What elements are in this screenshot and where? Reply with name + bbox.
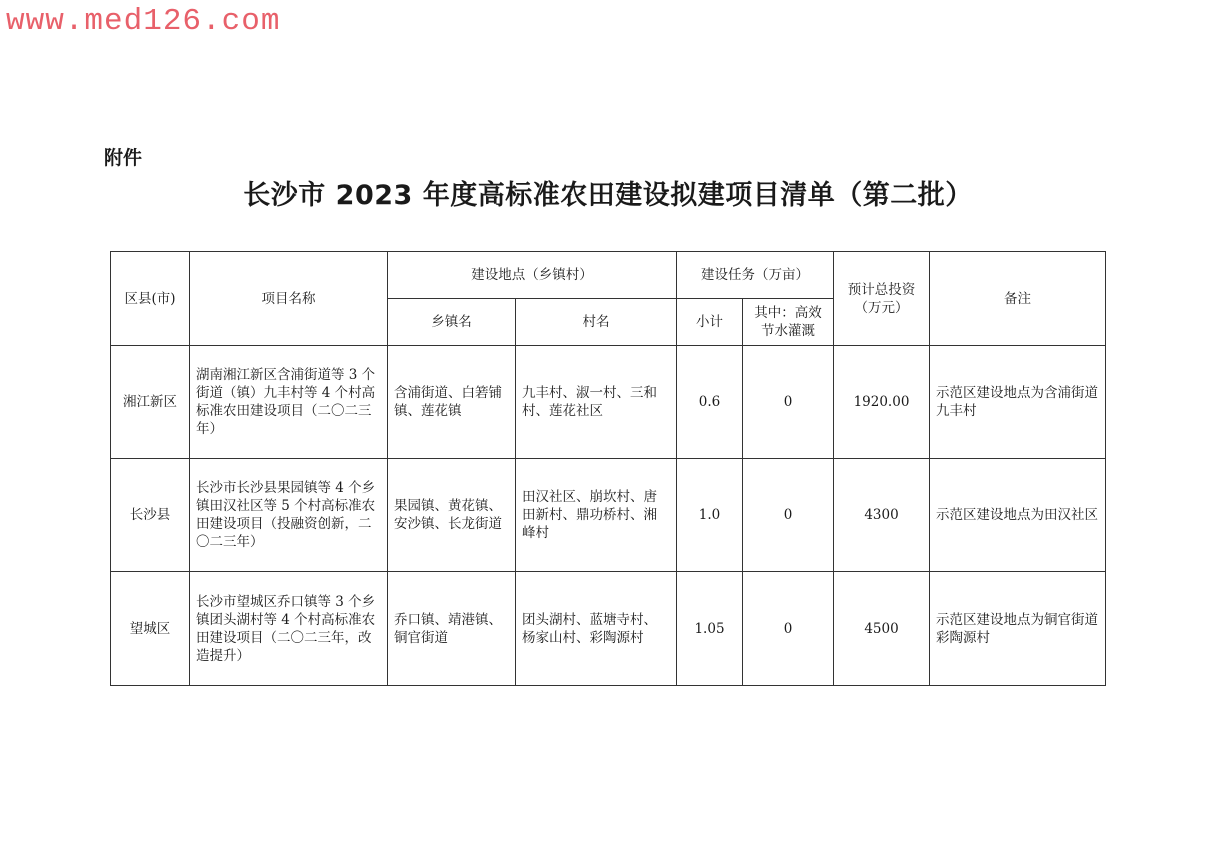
- cell-county: 长沙县: [111, 459, 190, 572]
- cell-village: 田汉社区、崩坎村、唐田新村、鼎功桥村、湘峰村: [516, 459, 677, 572]
- cell-remark: 示范区建设地点为含浦街道九丰村: [930, 346, 1106, 459]
- cell-irrigation: 0: [743, 459, 834, 572]
- header-subtotal: 小计: [677, 299, 743, 346]
- table-row: [111, 572, 1106, 686]
- cell-irrigation: 0: [743, 346, 834, 459]
- header-village: 村名: [516, 299, 677, 346]
- page-title: 长沙市 2023 年度高标准农田建设拟建项目清单（第二批）: [243, 180, 973, 211]
- header-task: 建设任务（万亩）: [677, 252, 834, 299]
- cell-remark: 示范区建设地点为铜官街道彩陶源村: [930, 572, 1106, 686]
- cell-subtotal: 1.0: [677, 459, 743, 572]
- cell-investment: 4500: [834, 572, 930, 686]
- cell-town: 含浦街道、白箬铺镇、莲花镇: [388, 346, 516, 459]
- watermark: www.med126.com: [6, 4, 281, 39]
- cell-village: 团头湖村、蓝塘寺村、杨家山村、彩陶源村: [516, 572, 677, 686]
- cell-subtotal: 1.05: [677, 572, 743, 686]
- cell-irrigation: 0: [743, 572, 834, 686]
- cell-county: 湘江新区: [111, 346, 190, 459]
- cell-subtotal: 0.6: [677, 346, 743, 459]
- cell-investment: 4300: [834, 459, 930, 572]
- cell-remark: 示范区建设地点为田汉社区: [930, 459, 1106, 572]
- cell-town: 果园镇、黄花镇、安沙镇、长龙街道: [388, 459, 516, 572]
- cell-town: 乔口镇、靖港镇、铜官街道: [388, 572, 516, 686]
- attachment-label: 附件: [104, 147, 143, 169]
- header-location: 建设地点（乡镇村）: [388, 252, 677, 299]
- table-row: [111, 459, 1106, 572]
- header-town: 乡镇名: [388, 299, 516, 346]
- header-remark: 备注: [930, 252, 1106, 346]
- header-project: 项目名称: [190, 252, 388, 346]
- cell-project: 湖南湘江新区含浦街道等 3 个街道（镇）九丰村等 4 个村高标准农田建设项目（二〇二三年）: [190, 346, 388, 459]
- header-county: 区县(市): [111, 252, 190, 346]
- cell-investment: 1920.00: [834, 346, 930, 459]
- cell-project: 长沙市望城区乔口镇等 3 个乡镇团头湖村等 4 个村高标准农田建设项目（二〇二三年，改造提升）: [190, 572, 388, 686]
- header-investment: 预计总投资（万元）: [834, 252, 930, 346]
- table-row: [111, 346, 1106, 459]
- header-irrigation: 其中：高效节水灌溉: [743, 299, 834, 346]
- project-table: [110, 251, 1106, 686]
- cell-village: 九丰村、淑一村、三和村、莲花社区: [516, 346, 677, 459]
- cell-project: 长沙市长沙县果园镇等 4 个乡镇田汉社区等 5 个村高标准农田建设项目（投融资创新，二〇二三年）: [190, 459, 388, 572]
- cell-county: 望城区: [111, 572, 190, 686]
